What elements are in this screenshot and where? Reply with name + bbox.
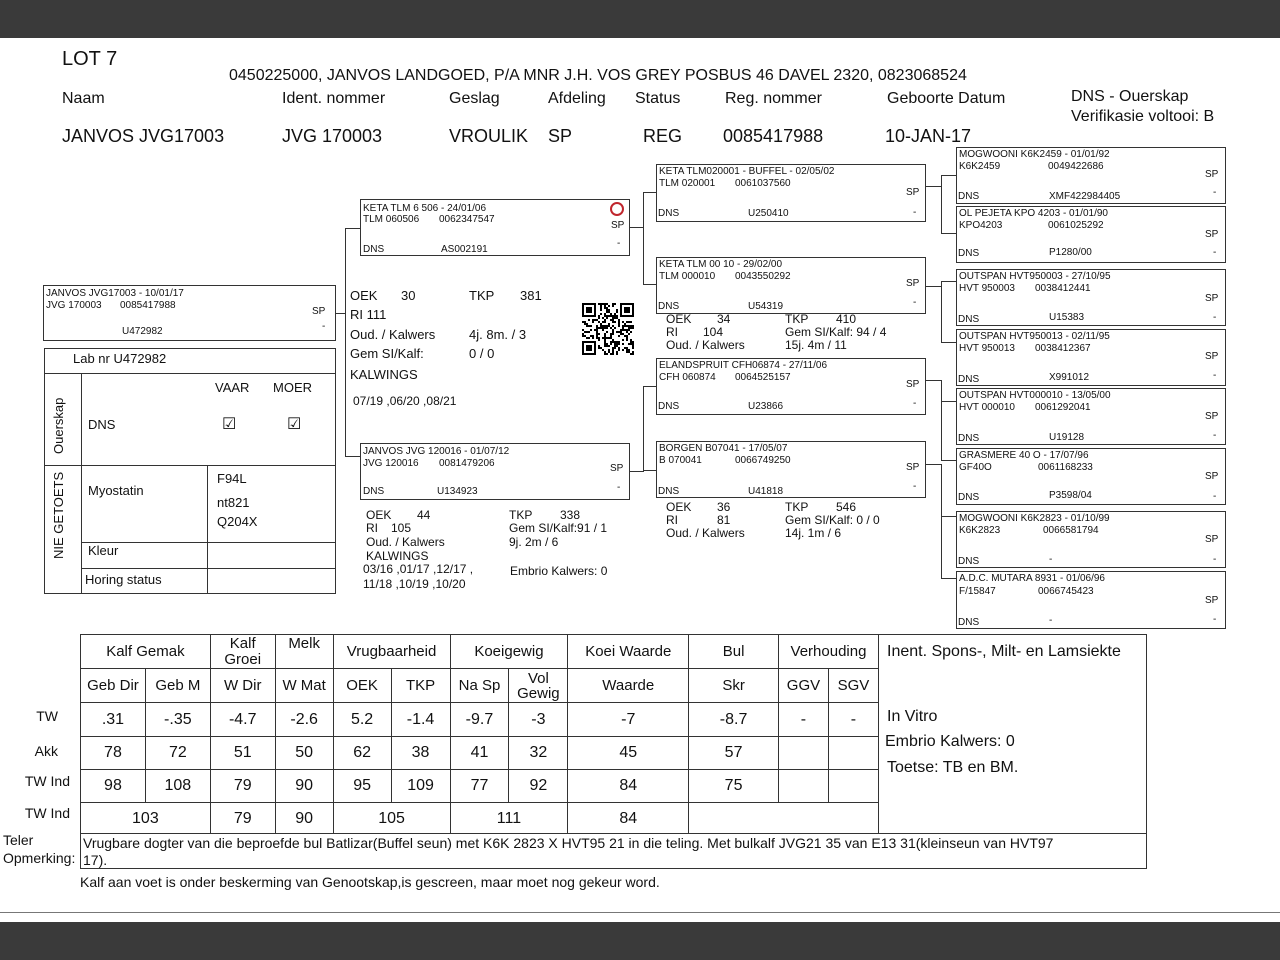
myostatin-1: F94L [217, 471, 247, 486]
dam-kalwings: KALWINGS [366, 549, 429, 563]
cell: 108 [145, 770, 210, 803]
cell [778, 770, 828, 803]
cell-empty [689, 803, 779, 835]
ggp-sp: SP [1205, 293, 1219, 304]
col-geb-m: Geb M [145, 669, 210, 703]
dns-verifikasie: Verifikasie voltooi: B [1071, 108, 1215, 125]
cell: 72 [145, 737, 210, 770]
ggp-code: X991012 [1049, 372, 1090, 383]
cell: 75 [689, 770, 779, 803]
ggp-title: OUTSPAN HVT000010 - 13/05/00 [959, 390, 1111, 401]
header-geboorte: Geboorte Datum [887, 90, 1006, 107]
ggp-reg: 0061025292 [1048, 220, 1104, 231]
sire-oud-label: Oud. / Kalwers [350, 327, 436, 342]
sire-ident: TLM 060506 [363, 214, 420, 225]
lab-box [44, 348, 336, 594]
ggp-sp: SP [1205, 411, 1219, 422]
gp-code: U23866 [748, 401, 784, 412]
cell: 45 [568, 737, 689, 770]
great-grandparent-box-4 [956, 329, 1226, 386]
great-grandparent-box-7 [956, 511, 1226, 568]
gp1-gem: Gem SI/Kalf: 94 / 4 [785, 325, 887, 339]
subject-box [43, 285, 336, 341]
ggp-dash: - [1213, 614, 1217, 625]
lab-ouerskap: Ouerskap [51, 397, 66, 454]
gp-reg: 0064525157 [735, 372, 791, 383]
cell: 109 [391, 770, 450, 803]
gp2-tkp-label: TKP [785, 500, 809, 514]
dam-ri-label: RI [366, 521, 378, 535]
ggp-title: A.D.C. MUTARA 8931 - 01/06/96 [959, 573, 1105, 584]
cell: 84 [568, 803, 689, 835]
lab-vaar: VAAR [215, 380, 250, 395]
cell: 78 [81, 737, 146, 770]
col-tkp: TKP [391, 669, 450, 703]
great-grandparent-box-8 [956, 571, 1226, 629]
gp2-oud-value: 14j. 1m / 6 [785, 526, 842, 540]
dam-sp: SP [610, 463, 624, 474]
subject-code: U472982 [122, 326, 163, 337]
ggp-sp: SP [1205, 169, 1219, 180]
group-koeigewig: Koeigewig [450, 635, 568, 669]
breeding-values-table [80, 634, 879, 835]
logo-icon [610, 202, 624, 216]
row-tw-ind-combined [81, 803, 879, 835]
cell: -2.6 [275, 703, 333, 737]
dam-dns: DNS [363, 486, 385, 497]
gp-ident: TLM 020001 [659, 178, 716, 189]
gp-dash: - [913, 297, 917, 308]
col-vol-gewig [509, 669, 568, 703]
grandparent-box-1 [656, 164, 926, 222]
dam-tkp-label: TKP [509, 508, 533, 522]
ggp-dns: DNS [958, 314, 980, 325]
animal-ident: JVG 170003 [282, 126, 383, 146]
sire-oek-label: OEK [350, 288, 378, 303]
dam-oek-value: 44 [417, 508, 431, 522]
header-ident: Ident. nommer [282, 90, 386, 107]
gp-title: KETA TLM020001 - BUFFEL - 02/05/02 [659, 166, 835, 177]
group-kalf-gemak: Kalf Gemak [81, 635, 211, 669]
myostatin-2: nt821 [217, 495, 250, 510]
row-label-tw-ind-2: TW Ind [24, 805, 70, 821]
ggp-dns: DNS [958, 433, 980, 444]
gp1-ri-label: RI [666, 325, 678, 339]
great-grandparent-box-3 [956, 269, 1226, 326]
cell: 103 [81, 803, 211, 835]
gp-sp: SP [906, 187, 920, 198]
moer-checkbox[interactable]: ☑ [287, 416, 302, 433]
dam-kalwings-dates-1: 03/16 ,01/17 ,12/17 , [363, 562, 474, 576]
cell: 5.2 [333, 703, 391, 737]
grandparent-box-2 [656, 257, 926, 314]
gp-title: KETA TLM 00 10 - 29/02/00 [659, 259, 783, 270]
cell: -.35 [145, 703, 210, 737]
ggp-code: - [1049, 554, 1053, 565]
group-melk: Melk [275, 635, 333, 669]
gp-ident: CFH 060874 [659, 372, 716, 383]
group-bul: Bul [689, 635, 779, 669]
info-embrio: Embrio Kalwers: 0 [885, 733, 1015, 750]
ggp-title: MOGWOONI K6K2459 - 01/01/92 [959, 149, 1110, 160]
cell: 38 [391, 737, 450, 770]
gp-reg: 0066749250 [735, 455, 791, 466]
cell: 84 [568, 770, 689, 803]
sire-kalwings-dates: 07/19 ,06/20 ,08/21 [353, 394, 457, 408]
gp-dns: DNS [658, 486, 680, 497]
ggp-title: OL PEJETA KPO 4203 - 01/01/90 [959, 208, 1108, 219]
lab-nie-getoets: NIE GETOETS [51, 471, 66, 559]
col-na-sp: Na Sp [450, 669, 509, 703]
cell: .31 [81, 703, 146, 737]
sire-reg: 0062347547 [439, 214, 495, 225]
ggp-dash: - [1213, 187, 1217, 198]
dns-ouerskap: DNS - Ouerskap [1071, 88, 1189, 105]
sire-dash: - [617, 238, 621, 249]
gp1-oud-value: 15j. 4m / 11 [785, 338, 847, 352]
ggp-code: U15383 [1049, 312, 1085, 323]
sire-sp: SP [611, 220, 625, 231]
qr-code-icon [582, 303, 634, 355]
cell: 111 [450, 803, 568, 835]
lab-number: Lab nr U472982 [73, 351, 167, 366]
cell: 98 [81, 770, 146, 803]
dam-title: JANVOS JVG 120016 - 01/07/12 [363, 446, 510, 457]
cell: 50 [275, 737, 333, 770]
row-akk [81, 737, 879, 770]
gp2-oek-value: 36 [717, 500, 731, 514]
group-verhouding: Verhouding [778, 635, 878, 669]
header-afdeling: Afdeling [548, 90, 606, 107]
lab-dns: DNS [88, 417, 116, 432]
info-box [878, 634, 1147, 834]
gp-reg: 0061037560 [735, 178, 791, 189]
ggp-sp: SP [1205, 534, 1219, 545]
lab-kleur: Kleur [88, 543, 119, 558]
cell: - [828, 703, 878, 737]
gp-sp: SP [906, 278, 920, 289]
vaar-checkbox[interactable]: ☑ [222, 416, 237, 433]
gp1-ri-value: 104 [703, 325, 724, 339]
cell [828, 737, 878, 770]
animal-reg: 0085417988 [723, 126, 824, 146]
ggp-reg: 0061168233 [1038, 462, 1093, 473]
info-in-vitro: In Vitro [887, 708, 938, 725]
dam-box [360, 443, 630, 500]
subject-dash: - [322, 321, 326, 332]
lab-horing: Horing status [85, 572, 162, 587]
top-bar [0, 0, 1280, 38]
ggp-dns: DNS [958, 248, 980, 259]
gp2-gem: Gem SI/Kalf: 0 / 0 [785, 513, 880, 527]
great-grandparent-box-6 [956, 448, 1226, 505]
gp1-oek-label: OEK [666, 312, 692, 326]
dam-reg: 0081479206 [439, 458, 495, 469]
dam-embrio: Embrio Kalwers: 0 [510, 564, 608, 578]
animal-geslag: VROULIK [449, 126, 529, 146]
bottom-bar [0, 922, 1280, 960]
dam-code: U134923 [437, 486, 478, 497]
ggp-ident: HVT 950003 [959, 283, 1015, 294]
gp-code: U250410 [748, 208, 789, 219]
teler-label: Teler [3, 832, 34, 848]
gp2-oud-label: Oud. / Kalwers [666, 526, 745, 540]
ggp-ident: KPO4203 [959, 220, 1003, 231]
lot-number: LOT 7 [62, 48, 118, 70]
ggp-dash: - [1213, 370, 1217, 381]
gp2-ri-label: RI [666, 513, 678, 527]
grandparent-box-4 [656, 441, 926, 498]
cell: - [778, 703, 828, 737]
dam-dash: - [617, 482, 621, 493]
col-waarde: Waarde [568, 669, 689, 703]
sire-oud-value: 4j. 8m. / 3 [469, 327, 527, 342]
cell: 95 [333, 770, 391, 803]
cell: 51 [210, 737, 275, 770]
bottom-rule [0, 912, 1280, 913]
subject-reg: 0085417988 [120, 300, 176, 311]
ggp-dns: DNS [958, 374, 980, 385]
group-koei-waarde: Koei Waarde [568, 635, 689, 669]
row-tw-ind [81, 770, 879, 803]
ggp-title: GRASMERE 40 O - 17/07/96 [959, 450, 1089, 461]
sire-ri: RI 111 [350, 307, 387, 322]
great-grandparent-box-1 [956, 147, 1226, 204]
ggp-reg: 0066745423 [1038, 586, 1094, 597]
ggp-dash: - [1213, 554, 1217, 565]
dam-oud-value: 9j. 2m / 6 [509, 535, 559, 549]
col-skr: Skr [689, 669, 779, 703]
sire-box [360, 199, 630, 256]
remarks-line1: Vrugbare dogter van die beproefde bul Batlizar(Buffel seun) met K6K 2823 X HVT95 21 in die teling. Met bulkalf JVG21 35 van E13 31(kleinseun van HVT97 [83, 835, 1054, 851]
row-label-akk: Akk [34, 743, 58, 759]
ggp-title: OUTSPAN HVT950013 - 02/11/95 [959, 331, 1110, 342]
header-geslag: Geslag [449, 90, 500, 107]
col-w-mat: W Mat [275, 669, 333, 703]
cell [778, 737, 828, 770]
subject-title: JANVOS JVG17003 - 10/01/17 [46, 288, 184, 299]
cell: -8.7 [689, 703, 779, 737]
ggp-title: MOGWOONI K6K2823 - 01/10/99 [959, 513, 1110, 524]
footer-note: Kalf aan voet is onder beskerming van Genootskap,is gescreen, maar moet nog gekeur word. [80, 874, 660, 890]
ggp-reg: 0038412441 [1035, 283, 1091, 294]
cell: -7 [568, 703, 689, 737]
sire-dns: DNS [363, 244, 385, 255]
sire-kalwings: KALWINGS [350, 367, 418, 382]
sire-tkp-label: TKP [469, 288, 495, 303]
cell: 90 [275, 803, 333, 835]
subject-ident: JVG 170003 [46, 300, 102, 311]
ggp-dash: - [1213, 312, 1217, 323]
header-naam: Naam [62, 90, 105, 107]
remarks-line2: 17). [83, 852, 108, 868]
gp-code: U54319 [748, 301, 784, 312]
gp-sp: SP [906, 462, 920, 473]
header-reg: Reg. nommer [725, 90, 822, 107]
col-sgv: SGV [828, 669, 878, 703]
row-label-tw-ind: TW Ind [24, 773, 70, 789]
dam-tkp-value: 338 [560, 508, 581, 522]
ggp-dns: DNS [958, 492, 980, 503]
gp1-tkp-label: TKP [785, 312, 809, 326]
sire-code: AS002191 [441, 244, 488, 255]
sire-gem-value: 0 / 0 [469, 346, 495, 361]
ggp-title: OUTSPAN HVT950003 - 27/10/95 [959, 271, 1111, 282]
vol-gewig-line1: Vol [527, 669, 549, 687]
header-status: Status [635, 90, 681, 107]
great-grandparent-box-5 [956, 388, 1226, 445]
gp-dash: - [913, 481, 917, 492]
ggp-reg: 0061292041 [1035, 402, 1091, 413]
gp-title: BORGEN B07041 - 17/05/07 [659, 443, 788, 454]
gp-dns: DNS [658, 208, 680, 219]
ggp-ident: K6K2823 [959, 525, 1001, 536]
gp-title: ELANDSPRUIT CFH06874 - 27/11/06 [659, 360, 828, 371]
cell: 79 [210, 770, 275, 803]
ggp-dash: - [1213, 491, 1217, 502]
ggp-dns: DNS [958, 617, 980, 628]
ggp-reg: 0038412367 [1035, 343, 1091, 354]
ggp-sp: SP [1205, 471, 1219, 482]
ggp-dns: DNS [958, 556, 980, 567]
lab-moer: MOER [273, 380, 312, 395]
cell: 92 [509, 770, 568, 803]
gp-dash: - [913, 398, 917, 409]
dam-oud-label: Oud. / Kalwers [366, 535, 445, 549]
cell: 57 [689, 737, 779, 770]
gp-dash: - [913, 207, 917, 218]
ggp-dash: - [1213, 430, 1217, 441]
ggp-ident: F/15847 [959, 586, 996, 597]
col-ggv: GGV [778, 669, 828, 703]
cell: -9.7 [450, 703, 509, 737]
ggp-code: P1280/00 [1049, 247, 1092, 258]
remarks-box [80, 833, 1147, 869]
animal-naam: JANVOS JVG17003 [62, 126, 225, 146]
ggp-dns: DNS [958, 191, 980, 202]
cell: -4.7 [210, 703, 275, 737]
gp-dns: DNS [658, 401, 680, 412]
animal-geboorte: 10-JAN-17 [885, 126, 972, 146]
owner-line: 0450225000, JANVOS LANDGOED, P/A MNR J.H. VOS GREY POSBUS 46 DAVEL 2320, 0823068524 [229, 67, 967, 84]
row-tw [81, 703, 879, 737]
ggp-sp: SP [1205, 229, 1219, 240]
animal-afdeling: SP [548, 126, 573, 146]
opmerking-label: Opmerking: [3, 850, 76, 866]
col-oek: OEK [333, 669, 391, 703]
group-kalf-groei [210, 635, 275, 669]
gp2-oek-label: OEK [666, 500, 692, 514]
kalf-groei-line2: Groei [224, 650, 262, 668]
lab-myostatin: Myostatin [88, 483, 144, 498]
grandparent-box-3 [656, 358, 926, 415]
sire-tkp-value: 381 [520, 288, 542, 303]
ggp-ident: K6K2459 [959, 161, 1001, 172]
ggp-ident: HVT 950013 [959, 343, 1015, 354]
dam-oek-label: OEK [366, 508, 392, 522]
gp-ident: B 070041 [659, 455, 702, 466]
ggp-sp: SP [1205, 595, 1219, 606]
animal-status: REG [643, 126, 683, 146]
sire-title: KETA TLM 6 506 - 24/01/06 [363, 203, 487, 214]
cell: 41 [450, 737, 509, 770]
great-grandparent-box-2 [956, 206, 1226, 263]
dam-ri-value: 105 [391, 521, 412, 535]
ggp-ident: GF40O [959, 462, 992, 473]
group-vrugbaarheid: Vrugbaarheid [333, 635, 450, 669]
subject-sp: SP [312, 306, 326, 317]
sire-oek-value: 30 [401, 288, 416, 303]
dam-gem: Gem SI/Kalf:91 / 1 [509, 521, 608, 535]
cell: -1.4 [391, 703, 450, 737]
cell: 32 [509, 737, 568, 770]
cell: 79 [210, 803, 275, 835]
gp-ident: TLM 000010 [659, 271, 716, 282]
ggp-sp: SP [1205, 351, 1219, 362]
info-toetse: Toetse: TB en BM. [887, 759, 1019, 776]
cell: 62 [333, 737, 391, 770]
cell-empty [778, 803, 878, 835]
cell: 105 [333, 803, 450, 835]
cell: 77 [450, 770, 509, 803]
ggp-code: U19128 [1049, 432, 1085, 443]
gp-sp: SP [906, 379, 920, 390]
ggp-code: P3598/04 [1049, 490, 1092, 501]
sire-gem-label: Gem SI/Kalf: [350, 346, 424, 361]
gp2-tkp-value: 546 [836, 500, 857, 514]
dam-kalwings-dates-2: 11/18 ,10/19 ,10/20 [363, 577, 466, 591]
gp1-oud-label: Oud. / Kalwers [666, 338, 745, 352]
cell: 90 [275, 770, 333, 803]
info-inent: Inent. Spons-, Milt- en Lamsiekte [887, 643, 1121, 660]
vol-gewig-line2: Gewig [517, 684, 560, 702]
ggp-reg: 0049422686 [1048, 161, 1104, 172]
cell: -3 [509, 703, 568, 737]
ggp-code: XMF422984405 [1049, 191, 1121, 202]
gp1-oek-value: 34 [717, 312, 731, 326]
kalf-groei-line1: Kalf [229, 634, 256, 652]
cell [828, 770, 878, 803]
row-label-tw: TW [36, 708, 58, 724]
ggp-ident: HVT 000010 [959, 402, 1015, 413]
gp2-ri-value: 81 [717, 513, 731, 527]
gp-dns: DNS [658, 301, 680, 312]
myostatin-3: Q204X [217, 514, 258, 529]
col-w-dir: W Dir [210, 669, 275, 703]
ggp-reg: 0066581794 [1043, 525, 1099, 536]
dam-ident: JVG 120016 [363, 458, 419, 469]
ggp-dash: - [1213, 247, 1217, 258]
gp-reg: 0043550292 [735, 271, 791, 282]
ggp-code: - [1049, 615, 1053, 626]
gp1-tkp-value: 410 [836, 312, 857, 326]
col-geb-dir: Geb Dir [81, 669, 146, 703]
gp-code: U41818 [748, 486, 784, 497]
